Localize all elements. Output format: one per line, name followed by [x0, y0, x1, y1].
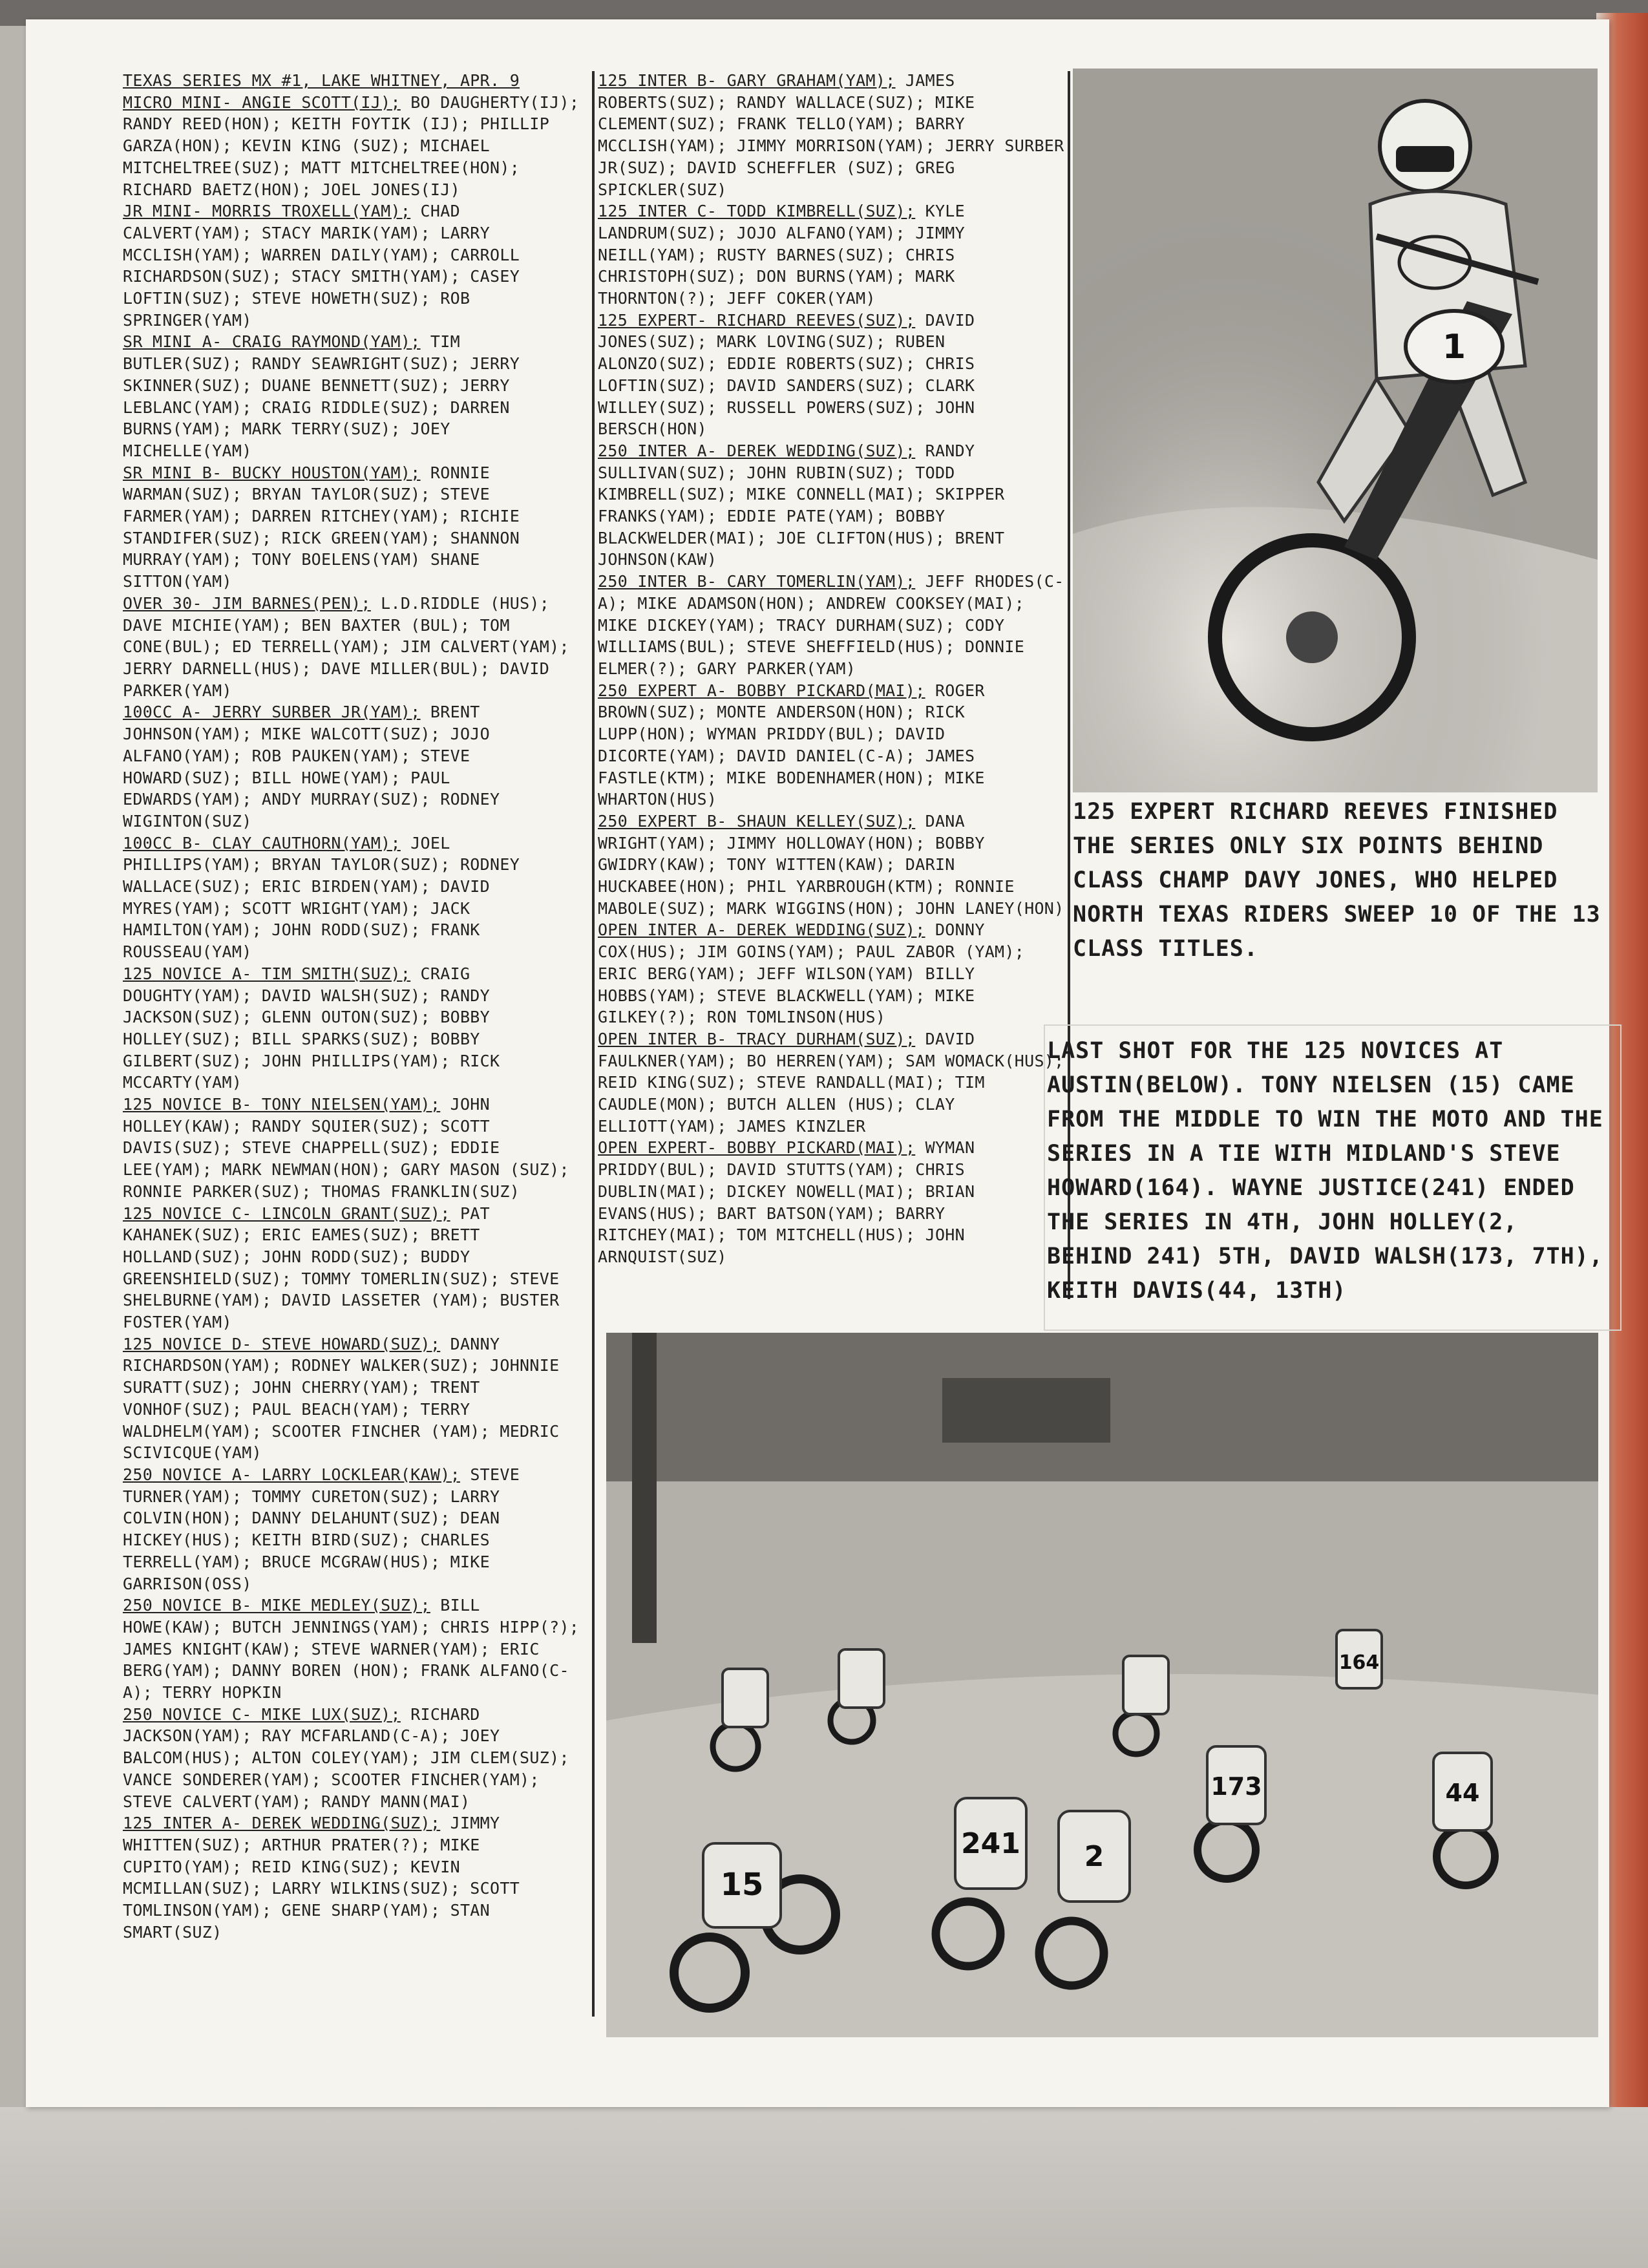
result-finishers: BRENT JOHNSON(YAM); MIKE WALCOTT(SUZ); JOJO ALFANO(YAM); ROB PAUKEN(YAM); STEVE HOWARD(SUZ); BILL HOWE(YAM); PAUL EDWARDS(YAM); ANDY MURRAY(SUZ); RODNEY WIGINTON(SUZ): [123, 703, 500, 831]
result-entry: [598, 919, 1070, 1028]
class-winner: 250 NOVICE C- MIKE LUX(SUZ);: [123, 1704, 401, 1724]
result-entry: [123, 331, 588, 461]
result-entry: [123, 1333, 588, 1464]
magazine-page: [26, 19, 1609, 2107]
result-finishers: JOEL PHILLIPS(YAM); BRYAN TAYLOR(SUZ); RODNEY WALLACE(SUZ); ERIC BIRDEN(YAM); DAVID MYRES(YAM); SCOTT WRIGHT(YAM); JACK HAMILTON(YAM); JOHN RODD(SUZ); FRANK ROUSSEAU(YAM): [123, 833, 520, 962]
result-entry: [123, 832, 588, 963]
result-finishers: DANA WRIGHT(YAM); JIMMY HOLLOWAY(HON); BOBBY GWIDRY(KAW); TONY WITTEN(KAW); DARIN HUCKABEE(HON); PHIL YARBROUGH(KTM); RONNIE MABOLE(SUZ); MARK WIGGINS(HON); JOHN LANEY(HON): [598, 811, 1064, 918]
photo-125-novices-start: [606, 1333, 1598, 2037]
results-column-middle: [598, 70, 1070, 1268]
photo2-plate: 44: [1445, 1779, 1480, 1807]
class-winner: 125 NOVICE D- STEVE HOWARD(SUZ);: [123, 1334, 441, 1353]
result-finishers: BILL HOWE(KAW); BUTCH JENNINGS(YAM); CHRIS HIPP(?); JAMES KNIGHT(KAW); STEVE WARNER(YAM); ERIC BERG(YAM); DANNY BOREN (HON); FRANK ALFANO(C-A); TERRY HOPKIN: [123, 1596, 580, 1702]
photo2-plate: 241: [961, 1827, 1020, 1860]
result-finishers: ROGER BROWN(SUZ); MONTE ANDERSON(HON); RICK LUPP(HON); WYMAN PRIDDY(BUL); DAVID DICORTE(YAM); DAVID DANIEL(C-A); JAMES FASTLE(KTM); MIKE BODENHAMER(HON); MIKE WHARTON(HUS): [598, 681, 985, 809]
result-entry: [123, 462, 588, 593]
riders-group-illustration: [606, 1333, 1598, 2037]
result-entry: [598, 680, 1070, 811]
photo2-plate: 173: [1210, 1772, 1262, 1801]
result-finishers: JEFF RHODES(C-A); MIKE ADAMSON(HON); ANDREW COOKSEY(MAI); MIKE DICKEY(YAM); TRACY DURHAM(SUZ); CODY WILLIAMS(BUL); STEVE SHEFFIELD(HUS); DONNIE ELMER(?); GARY PARKER(YAM): [598, 572, 1064, 678]
photo2-plate: 15: [720, 1867, 764, 1903]
scanner-bottom-edge: [0, 2107, 1648, 2268]
result-entry: [123, 963, 588, 1094]
result-finishers: BO DAUGHERTY(IJ); RANDY REED(HON); KEITH FOYTIK (IJ); PHILLIP GARZA(HON); KEVIN KING (SUZ); MICHAEL MITCHELTREE(SUZ); MATT MITCHELTREE(HON); RICHARD BAETZ(HON); JOEL JONES(IJ): [123, 92, 580, 199]
result-finishers: RANDY SULLIVAN(SUZ); JOHN RUBIN(SUZ); TODD KIMBRELL(SUZ); MIKE CONNELL(MAI); SKIPPER FRANKS(YAM); EDDIE PATE(YAM); BOBBY BLACKWELDER(MAI); JOE CLIFTON(HUS); BRENT JOHNSON(KAW): [598, 441, 1005, 569]
photo-richard-reeves: [1073, 69, 1598, 792]
caption-125-novices: LAST SHOT FOR THE 125 NOVICES AT AUSTIN(BELOW). TONY NIELSEN (15) CAME FROM THE MIDDLE TO WIN THE MOTO AND THE SERIES IN A TIE WITH MIDLAND'S STEVE HOWARD(164). WAYNE JUSTICE(241) ENDED THE SERIES IN 4TH, JOHN HOLLEY(2, BEHIND 241) 5TH, DAVID WALSH(173, 7TH), KEITH DAVIS(44, 13TH): [1047, 1038, 1603, 1304]
class-winner: 125 INTER C- TODD KIMBRELL(SUZ);: [598, 202, 916, 221]
result-entry: [123, 1812, 588, 1943]
result-finishers: STEVE TURNER(YAM); TOMMY CURETON(SUZ); LARRY COLVIN(HON); DANNY DELAHUNT(SUZ); DEAN HICKEY(HUS); KEITH BIRD(SUZ); CHARLES TERRELL(YAM); BRUCE MCGRAW(HUS); MIKE GARRISON(OSS): [123, 1465, 520, 1593]
column-rule: [592, 71, 595, 2017]
result-finishers: RICHARD JACKSON(YAM); RAY MCFARLAND(C-A); JOEY BALCOM(HUS); ALTON COLEY(YAM); JIM CLEM(SUZ); VANCE SONDERER(YAM); SCOOTER FINCHER(YAM); STEVE CALVERT(YAM); RANDY MANN(MAI): [123, 1704, 569, 1811]
result-finishers: DONNY COX(HUS); JIM GOINS(YAM); PAUL ZABOR (YAM); ERIC BERG(YAM); JEFF WILSON(YAM) BILLY HOBBS(YAM); STEVE BLACKWELL(YAM); MIKE GILKEY(?); RON TOMLINSON(HUS): [598, 920, 1025, 1027]
result-entry: [123, 1595, 588, 1704]
result-entry: [598, 1137, 1070, 1267]
result-finishers: CHAD CALVERT(YAM); STACY MARIK(YAM); LARRY MCCLISH(YAM); WARREN DAILY(YAM); CARROLL RICHARDSON(SUZ); STACY SMITH(YAM); CASEY LOFTIN(SUZ); STEVE HOWETH(SUZ); ROB SPRINGER(YAM): [123, 202, 520, 330]
result-entry: [123, 92, 588, 201]
result-finishers: JOHN HOLLEY(KAW); RANDY SQUIER(SUZ); SCOTT DAVIS(SUZ); STEVE CHAPPELL(SUZ); EDDIE LEE(YAM); MARK NEWMAN(HON); GARY MASON (SUZ); RONNIE PARKER(SUZ); THOMAS FRANKLIN(SUZ): [123, 1095, 569, 1201]
result-finishers: RONNIE WARMAN(SUZ); BRYAN TAYLOR(SUZ); STEVE FARMER(YAM); DARREN RITCHEY(YAM); RICHIE STANDIFER(SUZ); RICK GREEN(YAM); SHANNON MURRAY(YAM); TONY BOELENS(YAM) SHANE SITTON(YAM): [123, 463, 520, 591]
result-entry: [123, 1704, 588, 1813]
class-winner: 125 NOVICE A- TIM SMITH(SUZ);: [123, 964, 411, 983]
result-finishers: DANNY RICHARDSON(YAM); RODNEY WALKER(SUZ); JOHNNIE SURATT(SUZ); JOHN CHERRY(YAM); TRENT VONHOF(SUZ); PAUL BEACH(YAM); TERRY WALDHELM(YAM); SCOOTER FINCHER (YAM); MEDRIC SCIVICQUE(YAM): [123, 1334, 560, 1463]
result-entry: [123, 701, 588, 832]
class-winner: TEXAS SERIES MX #1, LAKE WHITNEY, APR. 9: [123, 71, 520, 90]
class-winner: 125 INTER B- GARY GRAHAM(YAM);: [598, 71, 896, 90]
class-winner: 250 INTER B- CARY TOMERLIN(YAM);: [598, 572, 916, 591]
results-column-left: [123, 70, 588, 1943]
result-finishers: PAT KAHANEK(SUZ); ERIC EAMES(SUZ); BRETT HOLLAND(SUZ); JOHN RODD(SUZ); BUDDY GREENSHIELD(SUZ); TOMMY TOMERLIN(SUZ); STEVE SHELBURNE(YAM); DAVID LASSETER (YAM); BUSTER FOSTER(YAM): [123, 1203, 560, 1332]
class-winner: 250 NOVICE B- MIKE MEDLEY(SUZ);: [123, 1596, 430, 1615]
result-entry: [598, 310, 1070, 440]
result-entry: [598, 571, 1070, 680]
result-finishers: TIM BUTLER(SUZ); RANDY SEAWRIGHT(SUZ); JERRY SKINNER(SUZ); DUANE BENNETT(SUZ); JERRY LEBLANC(YAM); CRAIG RIDDLE(SUZ); DARREN BURNS(YAM); MARK TERRY(SUZ); JOEY MICHELLE(YAM): [123, 332, 520, 460]
result-entry: [123, 1203, 588, 1333]
result-entry: [598, 440, 1070, 571]
result-entry: [123, 1094, 588, 1203]
class-winner: 100CC B- CLAY CAUTHORN(YAM);: [123, 833, 401, 853]
result-finishers: JAMES ROBERTS(SUZ); RANDY WALLACE(SUZ); MIKE CLEMENT(SUZ); FRANK TELLO(YAM); BARRY MCCLISH(YAM); JIMMY MORRISON(YAM); JERRY SURBER JR(SUZ); DAVID SCHEFFLER (SUZ); GREG SPICKLER(SUZ): [598, 71, 1064, 199]
class-winner: MICRO MINI- ANGIE SCOTT(IJ);: [123, 92, 401, 112]
class-winner: 125 NOVICE B- TONY NIELSEN(YAM);: [123, 1095, 441, 1114]
result-entry: [123, 200, 588, 331]
result-finishers: CRAIG DOUGHTY(YAM); DAVID WALSH(SUZ); RANDY JACKSON(SUZ); GLENN OUTON(SUZ); BOBBY HOLLEY(SUZ); BILL SPARKS(SUZ); BOBBY GILBERT(SUZ); JOHN PHILLIPS(YAM); RICK MCCARTY(YAM): [123, 964, 500, 1092]
class-winner: 250 EXPERT B- SHAUN KELLEY(SUZ);: [598, 811, 916, 831]
result-finishers: WYMAN PRIDDY(BUL); DAVID STUTTS(YAM); CHRIS DUBLIN(MAI); DICKEY NOWELL(MAI); BRIAN EVANS(HUS); BART BATSON(YAM); BARRY RITCHEY(MAI); TOM MITCHELL(HUS); JOHN ARNQUIST(SUZ): [598, 1138, 975, 1266]
class-winner: 250 EXPERT A- BOBBY PICKARD(MAI);: [598, 681, 925, 700]
result-entry: [598, 1028, 1070, 1138]
class-winner: OVER 30- JIM BARNES(PEN);: [123, 593, 371, 613]
result-finishers: KYLE LANDRUM(SUZ); JOJO ALFANO(YAM); JIMMY NEILL(YAM); RUSTY BARNES(SUZ); CHRIS CHRISTOPH(SUZ); DON BURNS(YAM); MARK THORNTON(?); JEFF COKER(YAM): [598, 202, 966, 308]
photo2-plate: 164: [1338, 1651, 1380, 1674]
class-winner: 125 NOVICE C- LINCOLN GRANT(SUZ);: [123, 1203, 450, 1223]
result-finishers: DAVID JONES(SUZ); MARK LOVING(SUZ); RUBEN ALONZO(SUZ); EDDIE ROBERTS(SUZ); CHRIS LOFTIN(SUZ); DAVID SANDERS(SUZ); CLARK WILLEY(SUZ); RUSSELL POWERS(SUZ); JOHN BERSCH(HON): [598, 310, 975, 439]
result-entry: [123, 1464, 588, 1595]
class-winner: SR MINI A- CRAIG RAYMOND(YAM);: [123, 332, 421, 352]
class-winner: OPEN EXPERT- BOBBY PICKARD(MAI);: [598, 1138, 916, 1158]
rider-illustration: [1073, 69, 1598, 792]
result-entry: [598, 200, 1070, 310]
class-winner: OPEN INTER B- TRACY DURHAM(SUZ);: [598, 1029, 916, 1048]
result-entry: [598, 70, 1070, 200]
class-winner: OPEN INTER A- DEREK WEDDING(SUZ);: [598, 920, 925, 940]
result-finishers: JIMMY WHITTEN(SUZ); ARTHUR PRATER(?); MIKE CUPITO(YAM); REID KING(SUZ); KEVIN MCMILLAN(SUZ); LARRY WILKINS(SUZ); SCOTT TOMLINSON(YAM); GENE SHARP(YAM); STAN SMART(SUZ): [123, 1814, 520, 1942]
photo2-plate: 2: [1084, 1840, 1104, 1873]
class-winner: 125 INTER A- DEREK WEDDING(SUZ);: [123, 1814, 441, 1833]
class-winner: 100CC A- JERRY SURBER JR(YAM);: [123, 703, 421, 722]
class-winner: 250 INTER A- DEREK WEDDING(SUZ);: [598, 441, 916, 460]
result-entry: [123, 70, 588, 92]
result-finishers: L.D.RIDDLE (HUS); DAVE MICHIE(YAM); BEN BAXTER (BUL); TOM CONE(BUL); ED TERRELL(YAM); JIM CALVERT(YAM); JERRY DARNELL(HUS); DAVE MILLER(BUL); DAVID PARKER(YAM): [123, 593, 569, 700]
class-winner: 125 EXPERT- RICHARD REEVES(SUZ);: [598, 310, 916, 330]
class-winner: SR MINI B- BUCKY HOUSTON(YAM);: [123, 463, 421, 482]
result-entry: [123, 593, 588, 702]
caption-richard-reeves: 125 EXPERT RICHARD REEVES FINISHED THE SERIES ONLY SIX POINTS BEHIND CLASS CHAMP DAVY JONES, WHO HELPED NORTH TEXAS RIDERS SWEEP 10 OF THE 13 CLASS TITLES.: [1073, 799, 1601, 962]
result-finishers: DAVID FAULKNER(YAM); BO HERREN(YAM); SAM WOMACK(HUS); REID KING(SUZ); STEVE RANDALL(MAI); TIM CAUDLE(MON); BUTCH ALLEN (HUS); CLAY ELLIOTT(YAM); JAMES KINZLER: [598, 1029, 1064, 1136]
result-entry: [598, 811, 1070, 920]
class-winner: 250 NOVICE A- LARRY LOCKLEAR(KAW);: [123, 1465, 460, 1484]
class-winner: JR MINI- MORRIS TROXELL(YAM);: [123, 202, 411, 221]
photo1-number-plate: 1: [1442, 328, 1466, 366]
